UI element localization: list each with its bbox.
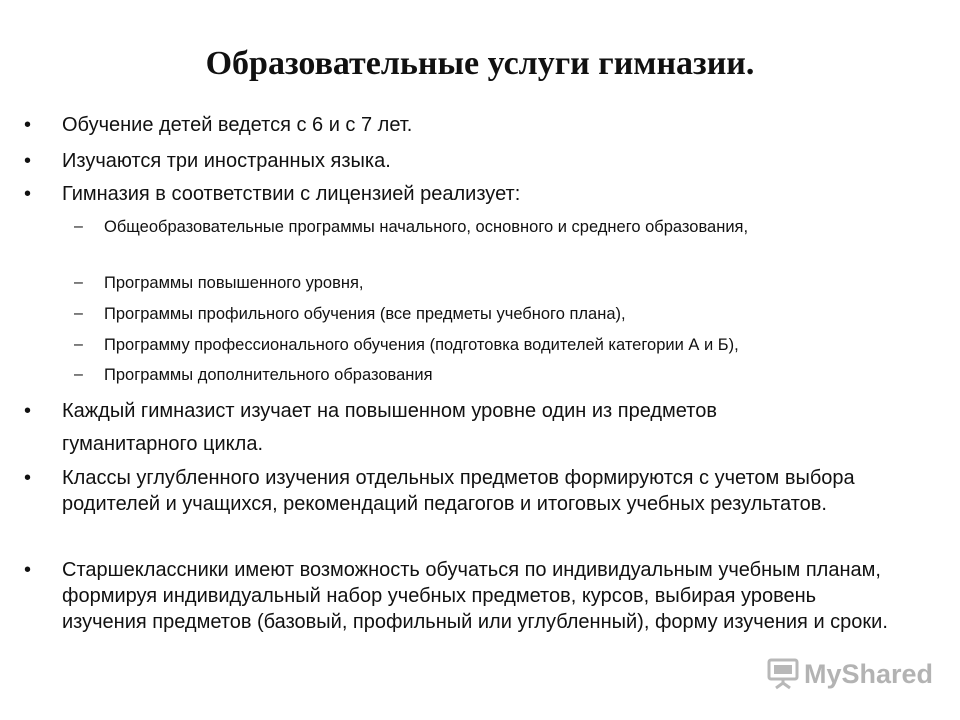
bullet-marker: • bbox=[24, 559, 32, 581]
presentation-board-icon bbox=[766, 657, 800, 691]
bullet-marker: • bbox=[24, 114, 32, 136]
sub-item: Общеобразовательные программы начального, основного и среднего образования, bbox=[104, 218, 749, 236]
bullet-item-continuation: гуманитарного цикла. bbox=[62, 433, 263, 455]
bullet-item: Классы углубленного изучения отдельных предметов формируются с учетом выбора родителей и учащихся, рекомендаций педагогов и итоговых учебных результатов. bbox=[62, 467, 855, 515]
sub-item: Программы профильного обучения (все предметы учебного плана), bbox=[104, 305, 626, 323]
sub-item: Программы дополнительного образования bbox=[104, 366, 433, 384]
dash-marker: – bbox=[74, 305, 83, 322]
bullet-marker: • bbox=[24, 183, 32, 205]
bullet-item: Изучаются три иностранных языка. bbox=[62, 150, 391, 172]
bullet-item: Старшеклассники имеют возможность обучаться по индивидуальным учебным планам, формируя индивидуальный набор учебных предметов, курсов, выбирая уровень изучения предметов (базовый, профильный или углубленный), форму изучения и сроки. bbox=[62, 559, 888, 633]
dash-marker: – bbox=[74, 366, 83, 383]
myshared-watermark bbox=[766, 656, 933, 692]
bullet-marker: • bbox=[24, 467, 32, 489]
watermark-text: MyShared bbox=[804, 658, 934, 689]
bullet-item: Обучение детей ведется с 6 и с 7 лет. bbox=[62, 114, 413, 136]
sub-item: Программы повышенного уровня, bbox=[104, 274, 364, 292]
sub-item: Программу профессионального обучения (подготовка водителей категории А и Б), bbox=[104, 336, 739, 354]
bullet-item: Гимназия в соответствии с лицензией реализует: bbox=[62, 183, 521, 205]
dash-marker: – bbox=[74, 336, 83, 353]
bullet-item: Каждый гимназист изучает на повышенном уровне один из предметов bbox=[62, 400, 717, 422]
bullet-marker: • bbox=[24, 150, 32, 172]
dash-marker: – bbox=[74, 274, 83, 291]
dash-marker: – bbox=[74, 218, 83, 235]
bullet-marker: • bbox=[24, 400, 32, 422]
slide-title: Образовательные услуги гимназии. bbox=[205, 45, 755, 82]
